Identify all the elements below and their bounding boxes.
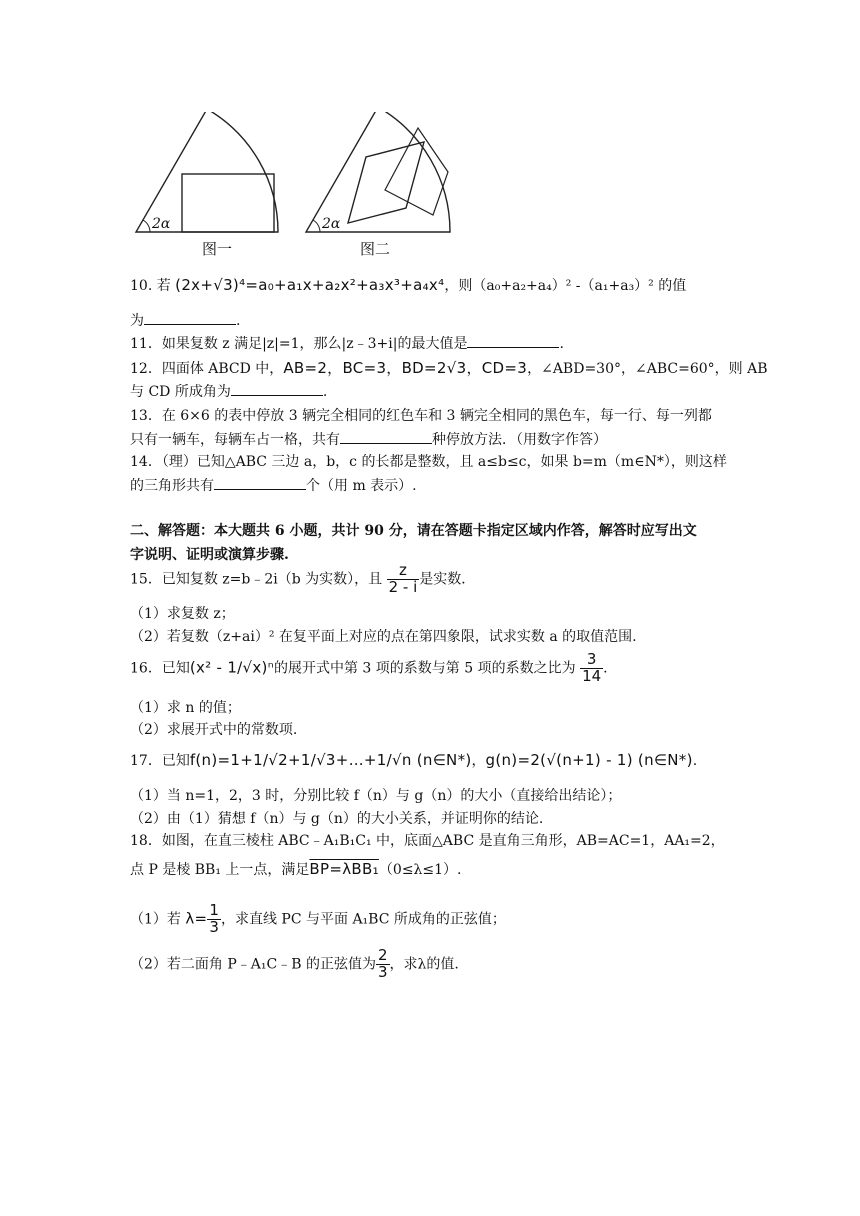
- part-text: （1）求复数 z；: [130, 606, 235, 622]
- question-10-if: 若: [156, 278, 171, 294]
- question-16-part-2: [130, 719, 297, 739]
- part-1-fraction: [207, 903, 221, 936]
- question-18-line2-post: （0≤λ≤1）.: [378, 862, 462, 878]
- question-15-fraction: [387, 563, 420, 596]
- answer-blank[interactable]: [467, 333, 559, 348]
- question-13-line2-post: 种停放方法．（用数字作答）: [432, 432, 607, 448]
- fraction-numerator: 1: [209, 901, 219, 919]
- question-10-formula: (2x+√3)⁴=a₀+a₁x+a₂x²+a₃x³+a₄x⁴: [175, 276, 445, 294]
- section-2-line2: 字说明、证明或演算步骤.: [130, 547, 289, 563]
- part-1-pre: （1）若: [130, 911, 181, 928]
- figure-2: [300, 112, 465, 264]
- question-10: [130, 275, 686, 295]
- question-17-sep: ，: [471, 753, 486, 769]
- question-12-line2: [130, 381, 327, 401]
- question-15-part-2: [130, 626, 637, 646]
- part-2-fraction: [376, 948, 390, 981]
- part-text: （1）求 n 的值；: [130, 700, 241, 716]
- section-2-heading: [130, 520, 697, 540]
- part-text: （2）求展开式中的常数项.: [130, 722, 298, 738]
- question-16-part-1: [130, 697, 241, 717]
- section-2-heading-line2: [130, 544, 289, 564]
- answer-blank[interactable]: [144, 310, 236, 325]
- question-12-post: ，∠ABD=30°，∠ABC=60°，则 AB: [527, 361, 768, 377]
- figure-1: [128, 112, 298, 264]
- question-15-post: 是实数．: [419, 571, 476, 588]
- fraction-denominator: 3: [377, 962, 388, 981]
- part-text: （2）由（1）猜想 f（n）与 g（n）的大小关系，并证明你的结论.: [130, 811, 544, 827]
- question-18-part-2: [130, 948, 459, 981]
- question-15: [130, 563, 475, 596]
- fraction-denominator: 3: [209, 917, 219, 936]
- question-14-line2-post: 个（用 m 表示）.: [306, 478, 417, 494]
- question-15-part-1: [130, 603, 235, 623]
- part-2-post: ，求λ的值.: [389, 956, 459, 973]
- question-10-line2-post: .: [236, 313, 241, 329]
- question-10-line2-pre: 为: [130, 313, 144, 329]
- question-10-tail: ，则（a₀+a₂+a₄）² -（a₁+a₃）² 的值: [444, 278, 687, 294]
- fraction-numerator: z: [387, 563, 420, 580]
- answer-blank[interactable]: [231, 381, 323, 396]
- question-13-line2: [130, 429, 607, 449]
- question-17-pre: 17．已知: [130, 753, 190, 769]
- question-13: [130, 405, 712, 425]
- part-1-formula: λ=: [185, 909, 208, 928]
- question-18-part-1: [130, 903, 506, 936]
- question-18-vector-formula: BP=λBB₁: [309, 860, 379, 878]
- question-12: [130, 357, 768, 378]
- question-18-line2: [130, 859, 462, 879]
- question-17-post: .: [692, 753, 698, 769]
- question-14-line2: [130, 475, 417, 495]
- fraction-numerator: 2: [377, 946, 388, 964]
- question-17: [130, 750, 697, 770]
- question-12-formula: AB=2，BC=3，BD=2√3，CD=3: [283, 359, 528, 377]
- question-11: [130, 333, 564, 353]
- question-14-line1: 14．（理）已知△ABC 三边 a，b，c 的长都是整数，且 a≤b≤c，如果 b=m（m∈N*），则这样: [130, 454, 727, 470]
- fraction-numerator: 3: [580, 652, 603, 669]
- question-11-text: 11．如果复数 z 满足|z|=1，那么|z﹣3+i|的最大值是: [130, 336, 468, 352]
- part-text: （2）若复数（z+ai）² 在复平面上对应的点在第四象限，试求实数 a 的取值范围.: [130, 629, 637, 645]
- question-14: [130, 451, 727, 471]
- fraction-denominator: 2 - i: [388, 577, 418, 596]
- question-10-line2: [130, 310, 240, 330]
- answer-blank[interactable]: [340, 429, 432, 444]
- question-11-post: .: [559, 336, 564, 352]
- question-16-post: .: [603, 660, 608, 677]
- figure-1-caption: 图一: [202, 240, 233, 258]
- question-17-formula-g: g(n)=2(√(n+1) - 1) (n∈N*): [485, 751, 693, 769]
- figure-2-caption: 图二: [360, 240, 391, 258]
- question-17-part-1: [130, 785, 621, 805]
- figure-1-angle-label: 2α: [152, 216, 171, 232]
- question-14-line2-pre: 的三角形共有: [130, 478, 214, 494]
- question-12-line2-pre: 与 CD 所成角为: [130, 384, 231, 400]
- part-text: （1）当 n=1，2，3 时，分别比较 f（n）与 g（n）的大小（直接给出结论）；: [130, 788, 622, 804]
- figure-2-angle-label: 2α: [322, 216, 341, 232]
- question-15-pre: 15．已知复数 z=b﹣2i（b 为实数），且: [130, 571, 383, 588]
- question-16-pre: 16．已知: [130, 660, 190, 677]
- question-13-line2-pre: 只有一辆车，每辆车占一格，共有: [130, 432, 340, 448]
- answer-blank[interactable]: [214, 475, 306, 490]
- question-18: [130, 830, 725, 850]
- fraction-denominator: 14: [582, 666, 602, 685]
- question-17-formula-f: f(n)=1+1/√2+1/√3+…+1/√n (n∈N*): [189, 751, 472, 769]
- part-1-post: ，求直线 PC 与平面 A₁BC 所成角的正弦值；: [220, 911, 506, 928]
- question-13-line1: 13．在 6×6 的表中停放 3 辆完全相同的红色车和 3 辆完全相同的黑色车，每一行、每一列都: [130, 408, 712, 424]
- part-2-pre: （2）若二面角 P﹣A₁C﹣B 的正弦值为: [130, 956, 376, 973]
- question-16-formula: (x² - 1/√x)ⁿ: [189, 658, 274, 677]
- question-16-fraction: [580, 652, 603, 685]
- question-12-line2-post: .: [322, 384, 328, 400]
- question-18-line2-pre: 点 P 是棱 BB₁ 上一点，满足: [130, 862, 310, 878]
- question-18-line1: 18．如图，在直三棱柱 ABC﹣A₁B₁C₁ 中，底面△ABC 是直角三角形，AB=AC=1，AA₁=2，: [130, 833, 725, 849]
- question-17-part-2: [130, 808, 543, 828]
- question-16: [130, 652, 608, 685]
- question-12-pre: 12．四面体 ABCD 中，: [130, 361, 284, 377]
- section-2-line1: 二、解答题：本大题共 6 小题，共计 90 分，请在答题卡指定区域内作答，解答时应写出文: [130, 523, 697, 539]
- question-10-number: 10.: [130, 278, 153, 294]
- question-16-mid: 的展开式中第 3 项的系数与第 5 项的系数之比为: [273, 660, 576, 677]
